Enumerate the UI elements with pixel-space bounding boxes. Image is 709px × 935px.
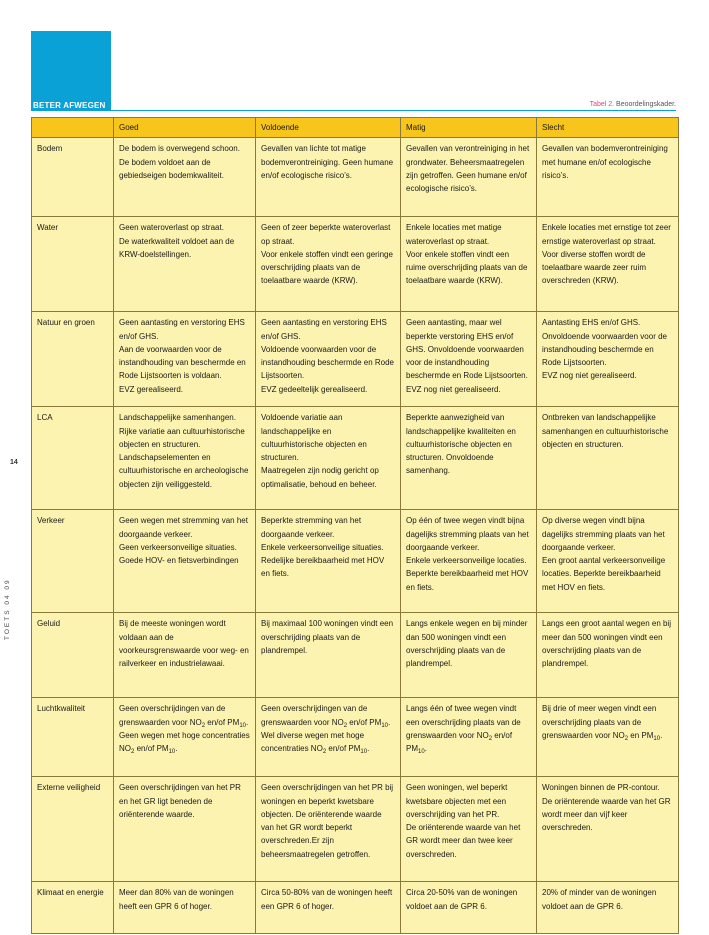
table-row (32, 312, 679, 407)
assessment-table (31, 117, 679, 934)
table-cell: Gevallen van verontreiniging in het grondwater. Beheersmaatregelen zijn getroffen. Geen humane en/of ecologische risico’s. (401, 138, 537, 217)
table-cell: Op diverse wegen vindt bijna dagelijks stremming plaats van het doorgaande verkeer. Een groot aantal verkeersonveilige locaties. Beperkte bereikbaarheid met HOV en fiets. (537, 510, 679, 613)
table-cell: Bij drie of meer wegen vindt een overschrijding plaats van de grenswaarden voor $NO_2$ en $PM_{10}$. (537, 698, 679, 777)
table-cell: Meer dan 80% van de woningen heeft een GPR 6 of hoger. (114, 882, 256, 934)
brand-label: BETER AFWEGEN (33, 101, 106, 110)
table-cell: Circa 20-50% van de woningen voldoet aan de GPR 6. (401, 882, 537, 934)
table-cell: Bij maximaal 100 woningen vindt een overschrijding plaats van de plandrempel. (256, 613, 401, 698)
table-cell: Geen overschrijdingen van het PR en het GR ligt beneden de oriënterende waarde. (114, 777, 256, 882)
header-cell-empty (32, 118, 114, 138)
table-cell: Landschappelijke samenhangen. Rijke variatie aan cultuurhistorische objecten en structuren. Landschapselementen en cultuurhistorische en archeologische objecten zijn veiliggesteld. (114, 407, 256, 510)
table-row (32, 510, 679, 613)
table-cell: Gevallen van lichte tot matige bodemverontreiniging. Geen humane en/of ecologische risico’s. (256, 138, 401, 217)
table-cell: Aantasting EHS en/of GHS. Onvoldoende voorwaarden voor de instandhouding beschermde en Rode Lijstsoorten. EVZ nog niet gerealiseerd. (537, 312, 679, 407)
table-cell: Woningen binnen de PR-contour. De oriënterende waarde van het GR wordt meer dan vijf keer overschreden. (537, 777, 679, 882)
row-label: Geluid (32, 613, 114, 698)
header-matig: Matig (401, 118, 537, 138)
page-number: 14 (10, 459, 18, 466)
caption-prefix: Tabel 2. (589, 101, 615, 108)
table-cell: Ontbreken van landschappelijke samenhangen en cultuurhistorische objecten en structuren. (537, 407, 679, 510)
row-label: LCA (32, 407, 114, 510)
header-slecht: Slecht (537, 118, 679, 138)
table-row (32, 882, 679, 934)
table-row (32, 777, 679, 882)
table-cell: Geen aantasting en verstoring EHS en/of GHS. Voldoende voorwaarden voor de instandhouding beschermde en Rode Lijstsoorten. EVZ gedeeltelijk gerealiseerd. (256, 312, 401, 407)
table-caption (590, 101, 676, 108)
table-header-row (32, 118, 679, 138)
table-cell: Op één of twee wegen vindt bijna dagelijks stremming plaats van het doorgaande verkeer. Enkele verkeersonveilige locaties. Beperkte bereikbaarheid met HOV en fiets. (401, 510, 537, 613)
table-cell: Geen wegen met stremming van het doorgaande verkeer. Geen verkeersonveilige situaties. Goede HOV- en fietsverbindingen (114, 510, 256, 613)
row-label: Verkeer (32, 510, 114, 613)
table-cell: Enkele locaties met ernstige tot zeer ernstige wateroverlast op straat. Voor diverse stoffen wordt de toelaatbare waarde zeer ruim overschreden (KRW). (537, 217, 679, 312)
table-cell: Geen aantasting, maar wel beperkte verstoring EHS en/of GHS. Onvoldoende voorwaarden voor de instandhouding beschermde en Rode Lijstsoorten. EVZ nog niet gerealiseerd. (401, 312, 537, 407)
table-cell: Geen aantasting en verstoring EHS en/of GHS. Aan de voorwaarden voor de instandhouding van beschermde en Rode Lijstsoorten is voldaan. EVZ gerealiseerd. (114, 312, 256, 407)
table-row (32, 217, 679, 312)
table-cell: De bodem is overwegend schoon. De bodem voldoet aan de gebiedseigen bodemkwaliteit. (114, 138, 256, 217)
table-cell: Langs een groot aantal wegen en bij meer dan 500 woningen vindt een overschrijding plaats van de plandrempel. (537, 613, 679, 698)
table-cell: Geen overschrijdingen van de grenswaarden voor $NO_2$ en/of $PM_{10}$. Geen wegen met hoge concentraties $NO_2$ en/of $PM_{10}$. (114, 698, 256, 777)
table-cell: Beperkte aanwezigheid van landschappelijke kwaliteiten en cultuurhistorische objecten en structuren. Onvoldoende samenhang. (401, 407, 537, 510)
table-row (32, 613, 679, 698)
row-label: Water (32, 217, 114, 312)
row-label: Bodem (32, 138, 114, 217)
table-cell: Bij de meeste woningen wordt voldaan aan de voorkeursgrenswaarde voor weg- en railverkeer en industrielawaai. (114, 613, 256, 698)
table-cell: Voldoende variatie aan landschappelijke en cultuurhistorische objecten en structuren. Maatregelen zijn nodig gericht op optimalisatie, behoud en beheer. (256, 407, 401, 510)
row-label: Natuur en groen (32, 312, 114, 407)
row-label: Klimaat en energie (32, 882, 114, 934)
table-cell: Circa 50-80% van de woningen heeft een GPR 6 of hoger. (256, 882, 401, 934)
table-body (32, 138, 679, 934)
table-row (32, 407, 679, 510)
caption-text: Beoordelingskader. (614, 101, 676, 108)
table-row (32, 138, 679, 217)
brand-logo-block (31, 31, 111, 100)
row-label: Luchtkwaliteit (32, 698, 114, 777)
side-label: TOETS 04 09 (4, 578, 11, 640)
table-cell: Langs één of twee wegen vindt een overschrijding plaats van de grenswaarden voor $NO_2$ en/of $PM_{10}$. (401, 698, 537, 777)
header-voldoende: Voldoende (256, 118, 401, 138)
table-cell: Langs enkele wegen en bij minder dan 500 woningen vindt een overschrijding plaats van de plandrempel. (401, 613, 537, 698)
table-cell: Gevallen van bodemverontreiniging met humane en/of ecologische risico’s. (537, 138, 679, 217)
header-goed: Goed (114, 118, 256, 138)
table-cell: Geen overschrijdingen van de grenswaarden voor $NO_2$ en/of $PM_{10}$. Wel diverse wegen met hoge concentraties $NO_2$ en/of $PM_{10}$. (256, 698, 401, 777)
table-cell: Beperkte stremming van het doorgaande verkeer. Enkele verkeersonveilige situaties. Redelijke bereikbaarheid met HOV en fiets. (256, 510, 401, 613)
table-cell: Geen woningen, wel beperkt kwetsbare objecten met een overschrijding van het PR. De oriënterende waarde van het GR wordt meer dan twee keer overschreden. (401, 777, 537, 882)
table-cell: Geen wateroverlast op straat. De waterkwaliteit voldoet aan de KRW-doelstellingen. (114, 217, 256, 312)
table-cell: 20% of minder van de woningen voldoet aan de GPR 6. (537, 882, 679, 934)
brand-rule (111, 110, 676, 111)
table-cell: Geen of zeer beperkte wateroverlast op straat. Voor enkele stoffen vindt een geringe overschrijding plaats van de toelaatbare waarde (KRW). (256, 217, 401, 312)
table-row (32, 698, 679, 777)
table-cell: Geen overschrijdingen van het PR bij woningen en beperkt kwetsbare objecten. De oriënterende waarde van het GR wordt beperkt overschreden.Er zijn beheersmaatregelen getroffen. (256, 777, 401, 882)
table-cell: Enkele locaties met matige wateroverlast op straat. Voor enkele stoffen vindt een ruime overschrijding plaats van de toelaatbare waarde (KRW). (401, 217, 537, 312)
row-label: Externe veiligheid (32, 777, 114, 882)
